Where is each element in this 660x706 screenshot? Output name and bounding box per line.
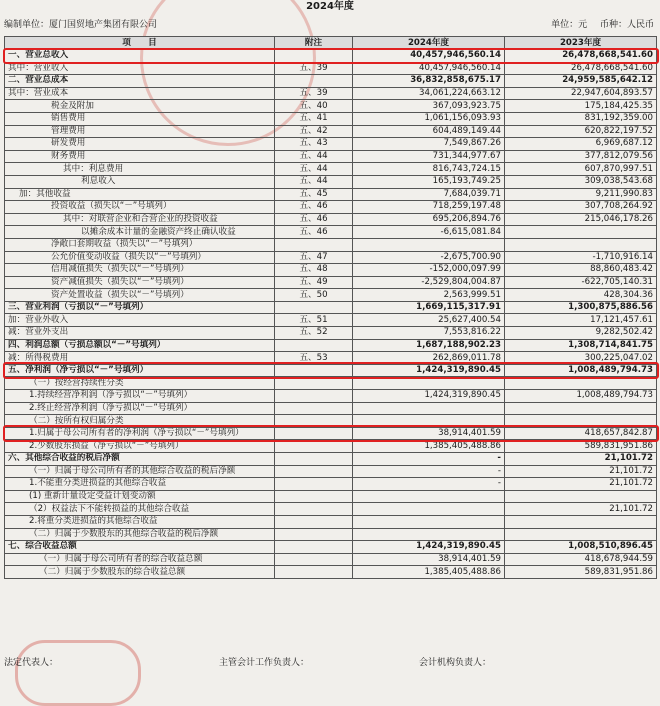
- row-note: 五、46: [275, 213, 353, 226]
- report-period-title: 2024年度: [306, 1, 354, 12]
- row-note: 五、49: [275, 276, 353, 289]
- row-value-2023: 9,211,990.83: [505, 188, 657, 201]
- row-item-label: （一）按经营持续性分类: [5, 377, 275, 390]
- row-item-label: (1) 重新计量设定受益计划变动额: [5, 490, 275, 503]
- row-value-2024: [353, 528, 505, 541]
- legal-rep-label: 法定代表人：: [4, 658, 59, 668]
- row-value-2023: [505, 402, 657, 415]
- row-value-2024: 1,424,319,890.45: [353, 390, 505, 403]
- row-item-label: （一）归属于母公司所有者的综合收益总额: [5, 553, 275, 566]
- table-row: [5, 390, 657, 403]
- table-row: [5, 100, 657, 113]
- row-note: 五、40: [275, 100, 353, 113]
- row-value-2024: -152,000,097.99: [353, 264, 505, 277]
- row-item-label: 一、营业总收入: [5, 50, 275, 63]
- row-note: 五、50: [275, 289, 353, 302]
- row-value-2024: 40,457,946,560.14: [353, 62, 505, 75]
- row-value-2023: 9,282,502.42: [505, 327, 657, 340]
- row-item-label: 1.持续经营净利润（净亏损以“－”号填列）: [5, 390, 275, 403]
- row-item-label: 税金及附加: [5, 100, 275, 113]
- row-value-2023: 1,008,489,794.73: [505, 364, 657, 377]
- row-note: [275, 50, 353, 63]
- row-item-label: 销售费用: [5, 112, 275, 125]
- table-row: [5, 150, 657, 163]
- row-value-2023: [505, 515, 657, 528]
- row-item-label: 其中：利息费用: [5, 163, 275, 176]
- row-item-label: 管理费用: [5, 125, 275, 138]
- row-item-label: （二）按所有权归属分类: [5, 415, 275, 428]
- row-note: 五、39: [275, 87, 353, 100]
- accounting-head-label: 主管会计工作负责人：: [219, 658, 310, 668]
- row-value-2024: 34,061,224,663.12: [353, 87, 505, 100]
- row-value-2023: [505, 238, 657, 251]
- row-item-label: 三、营业利润（亏损以“－”号填列）: [5, 301, 275, 314]
- row-item-label: 减：营业外支出: [5, 327, 275, 340]
- row-value-2024: -: [353, 453, 505, 466]
- row-item-label: 利息收入: [5, 175, 275, 188]
- table-row: [5, 377, 657, 390]
- row-note: [275, 541, 353, 554]
- row-note: [275, 440, 353, 453]
- row-value-2024: 7,553,816.22: [353, 327, 505, 340]
- row-value-2023: [505, 226, 657, 239]
- row-value-2023: 26,478,668,541.60: [505, 50, 657, 63]
- row-value-2024: 165,193,749.25: [353, 175, 505, 188]
- row-value-2024: 38,914,401.59: [353, 427, 505, 440]
- row-value-2024: 1,061,156,093.93: [353, 112, 505, 125]
- row-item-label: 1.归属于母公司所有者的净利润（净亏损以“－”号填列）: [5, 427, 275, 440]
- table-row: [5, 138, 657, 151]
- table-row: [5, 62, 657, 75]
- row-value-2023: 26,478,668,541.60: [505, 62, 657, 75]
- table-row: [5, 440, 657, 453]
- row-note: 五、52: [275, 327, 353, 340]
- col-header-note: 附注: [275, 37, 353, 50]
- row-value-2023: 418,657,842.87: [505, 427, 657, 440]
- row-value-2023: 215,046,178.26: [505, 213, 657, 226]
- row-item-label: 减：所得税费用: [5, 352, 275, 365]
- row-value-2023: 1,008,489,794.73: [505, 390, 657, 403]
- row-note: 五、46: [275, 226, 353, 239]
- row-item-label: 2.终止经营净利润（净亏损以“－”号填列）: [5, 402, 275, 415]
- row-value-2023: 300,225,047.02: [505, 352, 657, 365]
- row-value-2024: [353, 402, 505, 415]
- col-header-2023: 2023年度: [505, 37, 657, 50]
- row-value-2024: 367,093,923.75: [353, 100, 505, 113]
- table-row: [5, 75, 657, 88]
- table-row: [5, 188, 657, 201]
- table-row: [5, 125, 657, 138]
- row-item-label: 四、利润总额（亏损总额以“－”号填列）: [5, 339, 275, 352]
- row-note: [275, 415, 353, 428]
- col-header-2024: 2024年度: [353, 37, 505, 50]
- row-note: [275, 377, 353, 390]
- row-value-2023: 428,304.36: [505, 289, 657, 302]
- table-row: [5, 163, 657, 176]
- row-value-2023: 1,008,510,896.45: [505, 541, 657, 554]
- table-row: [5, 364, 657, 377]
- row-value-2023: 607,870,997.51: [505, 163, 657, 176]
- row-note: [275, 515, 353, 528]
- row-value-2024: 36,832,858,675.17: [353, 75, 505, 88]
- row-item-label: （一）归属于母公司所有者的其他综合收益的税后净额: [5, 465, 275, 478]
- row-value-2023: [505, 415, 657, 428]
- table-row: [5, 503, 657, 516]
- row-value-2023: 589,831,951.86: [505, 440, 657, 453]
- row-value-2023: 307,708,264.92: [505, 201, 657, 214]
- row-value-2024: -2,529,804,004.87: [353, 276, 505, 289]
- row-item-label: 五、净利润（净亏损以“－”号填列）: [5, 364, 275, 377]
- row-value-2023: 24,959,585,642.12: [505, 75, 657, 88]
- row-value-2023: 6,969,687.12: [505, 138, 657, 151]
- row-note: [275, 364, 353, 377]
- unit-currency: [541, 18, 654, 32]
- row-value-2023: 21,101.72: [505, 453, 657, 466]
- row-note: 五、48: [275, 264, 353, 277]
- table-row: [5, 528, 657, 541]
- row-note: 五、53: [275, 352, 353, 365]
- row-value-2024: 1,424,319,890.45: [353, 364, 505, 377]
- table-row: [5, 201, 657, 214]
- row-value-2024: 38,914,401.59: [353, 553, 505, 566]
- row-note: [275, 553, 353, 566]
- row-value-2024: 7,684,039.71: [353, 188, 505, 201]
- row-item-label: 二、营业总成本: [5, 75, 275, 88]
- entity-name: 编制单位：厦门国贸地产集团有限公司: [4, 20, 158, 30]
- table-row: [5, 402, 657, 415]
- table-row: [5, 327, 657, 340]
- row-note: [275, 427, 353, 440]
- row-value-2024: 731,344,977.67: [353, 150, 505, 163]
- row-value-2023: 21,101.72: [505, 503, 657, 516]
- row-value-2024: [353, 490, 505, 503]
- table-row: [5, 301, 657, 314]
- row-value-2024: [353, 415, 505, 428]
- table-row: [5, 264, 657, 277]
- row-value-2023: -1,710,916.14: [505, 251, 657, 264]
- col-header-item: 项 目: [5, 37, 275, 50]
- accounting-dept-head-label: 会计机构负责人：: [419, 658, 492, 668]
- row-value-2024: [353, 377, 505, 390]
- table-row: [5, 251, 657, 264]
- row-value-2023: 21,101.72: [505, 465, 657, 478]
- income-statement-table: [4, 36, 657, 579]
- row-value-2023: -622,705,140.31: [505, 276, 657, 289]
- row-value-2024: 718,259,197.48: [353, 201, 505, 214]
- row-note: 五、51: [275, 314, 353, 327]
- table-row: [5, 238, 657, 251]
- row-value-2024: 40,457,946,560.14: [353, 50, 505, 63]
- row-value-2023: 620,822,197.52: [505, 125, 657, 138]
- row-value-2024: 2,563,999.51: [353, 289, 505, 302]
- row-item-label: 投资收益（损失以“－”号填列）: [5, 201, 275, 214]
- signature-seal: [15, 640, 141, 706]
- row-note: 五、45: [275, 188, 353, 201]
- row-value-2023: [505, 528, 657, 541]
- row-value-2024: [353, 515, 505, 528]
- row-note: 五、43: [275, 138, 353, 151]
- row-value-2023: 1,308,714,841.75: [505, 339, 657, 352]
- row-note: 五、46: [275, 201, 353, 214]
- table-row: [5, 289, 657, 302]
- row-item-label: 加：其他收益: [5, 188, 275, 201]
- row-note: [275, 465, 353, 478]
- report-meta-line: [4, 18, 654, 32]
- row-item-label: 加：营业外收入: [5, 314, 275, 327]
- table-row: [5, 213, 657, 226]
- row-value-2024: -6,615,081.84: [353, 226, 505, 239]
- table-row: [5, 427, 657, 440]
- row-item-label: （二）归属于少数股东的综合收益总额: [5, 566, 275, 579]
- table-row: [5, 352, 657, 365]
- row-note: 五、44: [275, 175, 353, 188]
- row-value-2024: 1,669,115,317.91: [353, 301, 505, 314]
- row-value-2024: -: [353, 478, 505, 491]
- table-row: [5, 175, 657, 188]
- table-row: [5, 226, 657, 239]
- table-row: [5, 490, 657, 503]
- table-row: [5, 314, 657, 327]
- row-note: [275, 490, 353, 503]
- row-value-2024: [353, 503, 505, 516]
- row-value-2023: 88,860,483.42: [505, 264, 657, 277]
- row-note: 五、39: [275, 62, 353, 75]
- table-row: [5, 87, 657, 100]
- row-value-2024: -2,675,700.90: [353, 251, 505, 264]
- row-value-2023: 377,812,079.56: [505, 150, 657, 163]
- row-note: [275, 503, 353, 516]
- table-row: [5, 541, 657, 554]
- row-value-2023: 175,184,425.35: [505, 100, 657, 113]
- table-row: [5, 553, 657, 566]
- row-item-label: 2.少数股东损益（净亏损以“－”号填列）: [5, 440, 275, 453]
- row-value-2023: 418,678,944.59: [505, 553, 657, 566]
- row-item-label: 资产减值损失（损失以“－”号填列）: [5, 276, 275, 289]
- row-item-label: 2.将重分类进损益的其他综合收益: [5, 515, 275, 528]
- table-row: [5, 453, 657, 466]
- row-note: [275, 339, 353, 352]
- row-item-label: 以摊余成本计量的金融资产终止确认收益: [5, 226, 275, 239]
- table-row: [5, 515, 657, 528]
- row-value-2023: 589,831,951.86: [505, 566, 657, 579]
- row-item-label: 六、其他综合收益的税后净额: [5, 453, 275, 466]
- row-value-2024: 1,385,405,488.86: [353, 566, 505, 579]
- table-row: [5, 112, 657, 125]
- row-note: 五、44: [275, 163, 353, 176]
- row-note: 五、44: [275, 150, 353, 163]
- row-note: [275, 453, 353, 466]
- table-header-row: [5, 37, 657, 50]
- row-item-label: 其中：营业收入: [5, 62, 275, 75]
- row-item-label: 公允价值变动收益（损失以“－”号填列）: [5, 251, 275, 264]
- table-row: [5, 465, 657, 478]
- table-row: [5, 339, 657, 352]
- row-value-2024: 816,743,724.15: [353, 163, 505, 176]
- table-row: [5, 566, 657, 579]
- row-value-2023: [505, 490, 657, 503]
- row-note: [275, 301, 353, 314]
- row-item-label: 资产处置收益（损失以“－”号填列）: [5, 289, 275, 302]
- row-item-label: 1.不能重分类进损益的其他综合收益: [5, 478, 275, 491]
- row-item-label: （二）归属于少数股东的其他综合收益的税后净额: [5, 528, 275, 541]
- unit-label: 单位：元: [551, 20, 588, 30]
- row-value-2024: 695,206,894.76: [353, 213, 505, 226]
- row-note: [275, 390, 353, 403]
- row-value-2023: 17,121,457.61: [505, 314, 657, 327]
- row-value-2024: 7,549,867.26: [353, 138, 505, 151]
- row-note: 五、47: [275, 251, 353, 264]
- row-value-2023: 309,038,543.68: [505, 175, 657, 188]
- row-value-2024: 1,424,319,890.45: [353, 541, 505, 554]
- row-value-2023: 831,192,359.00: [505, 112, 657, 125]
- table-row: [5, 50, 657, 63]
- table-row: [5, 478, 657, 491]
- row-value-2023: 21,101.72: [505, 478, 657, 491]
- row-note: [275, 238, 353, 251]
- row-item-label: （2）权益法下不能转损益的其他综合收益: [5, 503, 275, 516]
- row-note: [275, 402, 353, 415]
- row-item-label: 财务费用: [5, 150, 275, 163]
- row-note: [275, 478, 353, 491]
- row-item-label: 研发费用: [5, 138, 275, 151]
- row-value-2023: 1,300,875,886.56: [505, 301, 657, 314]
- row-value-2024: 25,627,400.54: [353, 314, 505, 327]
- row-note: 五、41: [275, 112, 353, 125]
- row-value-2023: 22,947,604,893.57: [505, 87, 657, 100]
- row-note: [275, 75, 353, 88]
- row-item-label: 七、综合收益总额: [5, 541, 275, 554]
- row-value-2024: 262,869,011.78: [353, 352, 505, 365]
- row-note: [275, 566, 353, 579]
- row-item-label: 信用减值损失（损失以“－”号填列）: [5, 264, 275, 277]
- row-value-2024: 1,687,188,902.23: [353, 339, 505, 352]
- row-value-2023: [505, 377, 657, 390]
- row-value-2024: 604,489,149.44: [353, 125, 505, 138]
- row-item-label: 其中：营业成本: [5, 87, 275, 100]
- row-value-2024: -: [353, 465, 505, 478]
- currency-label: 币种：人民币: [599, 20, 654, 30]
- table-row: [5, 276, 657, 289]
- row-item-label: 其中：对联营企业和合营企业的投资收益: [5, 213, 275, 226]
- row-item-label: 净敞口套期收益（损失以“－”号填列）: [5, 238, 275, 251]
- row-note: [275, 528, 353, 541]
- row-note: 五、42: [275, 125, 353, 138]
- table-row: [5, 415, 657, 428]
- row-value-2024: [353, 238, 505, 251]
- row-value-2024: 1,385,405,488.86: [353, 440, 505, 453]
